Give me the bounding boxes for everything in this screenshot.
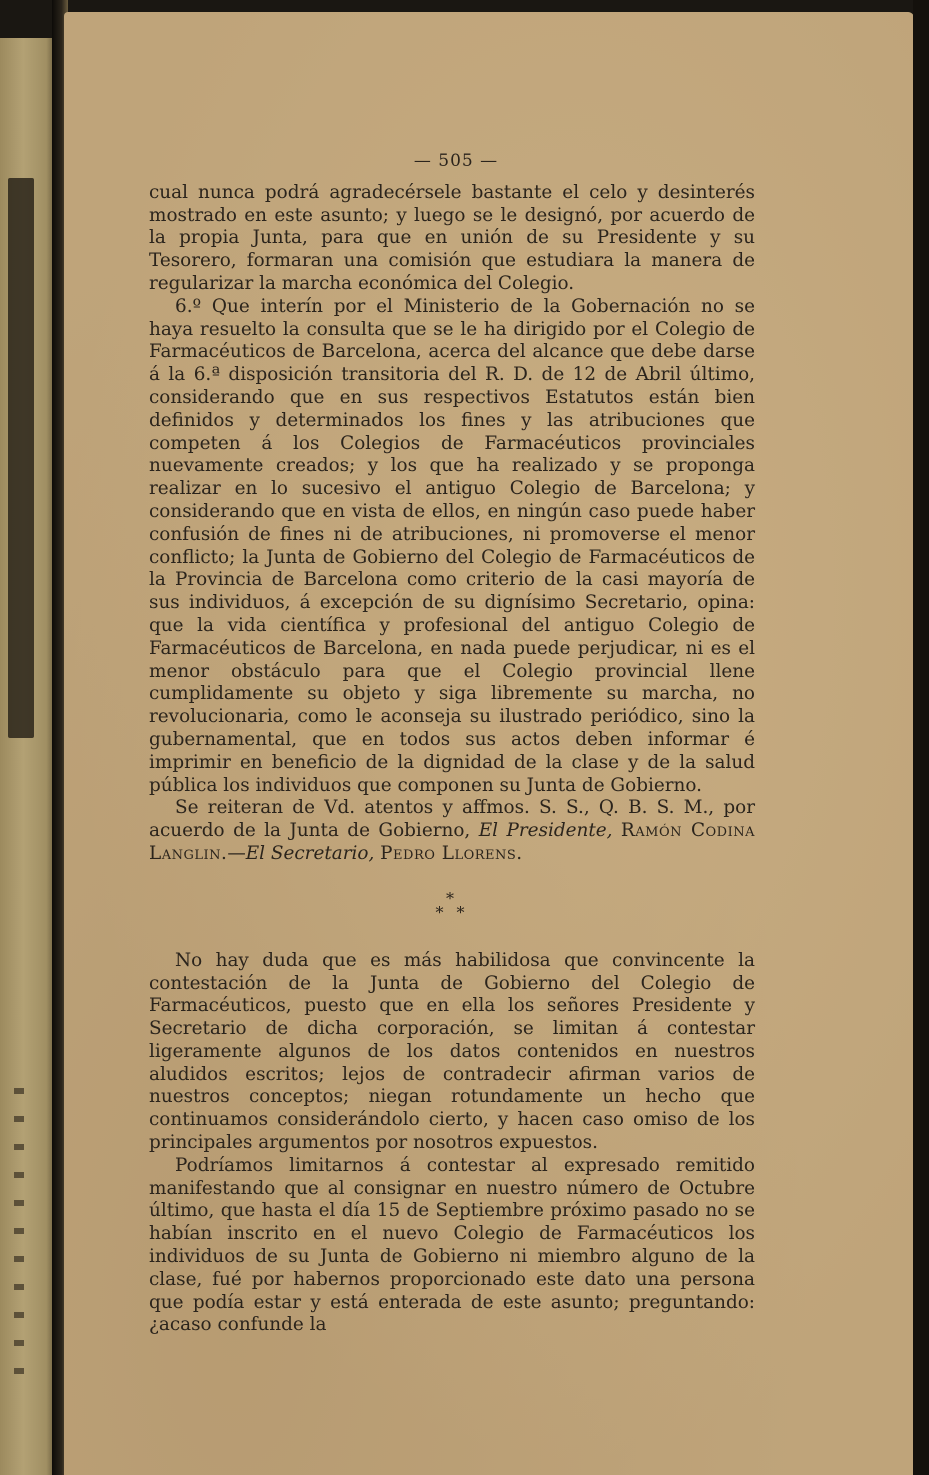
page-number: — 505 — bbox=[413, 151, 499, 171]
paragraph-3-signature bbox=[149, 797, 755, 865]
page-text-block bbox=[149, 150, 755, 1337]
asterism-bottom: * * bbox=[435, 902, 469, 922]
secretary-title: El Secretario, bbox=[245, 842, 375, 864]
president-name: Ramón Codina Langlin. bbox=[149, 820, 755, 864]
adjacent-page-text-bleed bbox=[14, 1088, 24, 1388]
adjacent-page-print-bleed bbox=[8, 178, 34, 738]
signature-dash: — bbox=[227, 842, 246, 864]
adjacent-page-edge bbox=[0, 38, 58, 1475]
president-title: El Presidente, bbox=[478, 820, 613, 842]
asterism-separator bbox=[149, 888, 755, 922]
asterism-top: * bbox=[446, 888, 458, 908]
paragraph-2: 6.º Que interín por el Ministerio de la Gobernación no se haya resuelto la consulta que se le ha dirigido por el Colegio de Farmacéuticos de Barcelona, acerca del alcance que debe darse á la 6.ª disposición transitoria del R. D. de 12 de Abril último, considerando que en sus respectivos Estatutos están bien definidos y determinados los fines y las atribuciones que competen á los Colegios de Farmacéuticos provinciales nuevamente creados; y los que ha realizado y se proponga realizar en lo sucesivo el antiguo Colegio de Barcelona; y considerando que en vista de ellos, en ningún caso puede haber confusión de fines ni de atribuciones, ni promoverse el menor conflicto; la Junta de Gobierno del Colegio de Farmacéuticos de la Provincia de Barcelona como criterio de la casi mayoría de sus individuos, á excepción de su dignísimo Secretario, opina: que la vida científica y profesional del antiguo Colegio de Farmacéuticos de Barcelona, en nada puede perjudicar, ni es el menor obstáculo para que el Colegio provincial llene cumplidamente su objeto y siga libremente su marcha, no revolucionaria, como le aconseja su ilustrado periódico, sino la gubernamental, que en todos sus actos deben informar é imprimir en beneficio de la dignidad de la clase y de la salud pública los individuos que componen su Junta de Gobierno. bbox=[149, 295, 755, 796]
paragraph-5: Podríamos limitarnos á contestar al expresado remitido manifestando que al consignar en nuestro número de Octubre último, que hasta el día 15 de Septiembre próximo pasado no se habían inscrito en el nuevo Colegio de Farmacéuticos los individuos de su Junta de Gobierno ni miembro alguno de la clase, fué por habernos proporcionado este dato una persona que podía estar y está enterada de este asunto; preguntando: ¿acaso confunde la bbox=[149, 1154, 755, 1336]
scan-right-border bbox=[913, 0, 929, 1475]
paragraph-4: No hay duda que es más habilidosa que convincente la contestación de la Junta de Gobierno del Colegio de Farmacéuticos, puesto que en ella los señores Presidente y Secretario de dicha corporación, se limitan á contestar ligeramente algunos de los datos contenidos en nuestros aludidos escritos; lejos de contradecir afirman varios de nuestros conceptos; niegan rotundamente un hecho que continuamos considerándolo cierto, y hacen caso omiso de los principales argumentos por nosotros expuestos. bbox=[149, 949, 755, 1154]
closing-text: Se reiteran de Vd. atentos y affmos. S. S., Q. B. S. M., por acuerdo de la Junta de Gobierno, bbox=[149, 797, 755, 842]
paragraph-1: cual nunca podrá agradecérsele bastante el celo y desinterés mostrado en este asunto; y luego se le designó, por acuerdo de la propia Junta, para que en unión de su Presidente y su Tesorero, formaran una comisión que estudiara la manera de regularizar la marcha económica del Colegio. bbox=[149, 181, 755, 294]
secretary-name: Pedro Llorens. bbox=[380, 842, 523, 864]
